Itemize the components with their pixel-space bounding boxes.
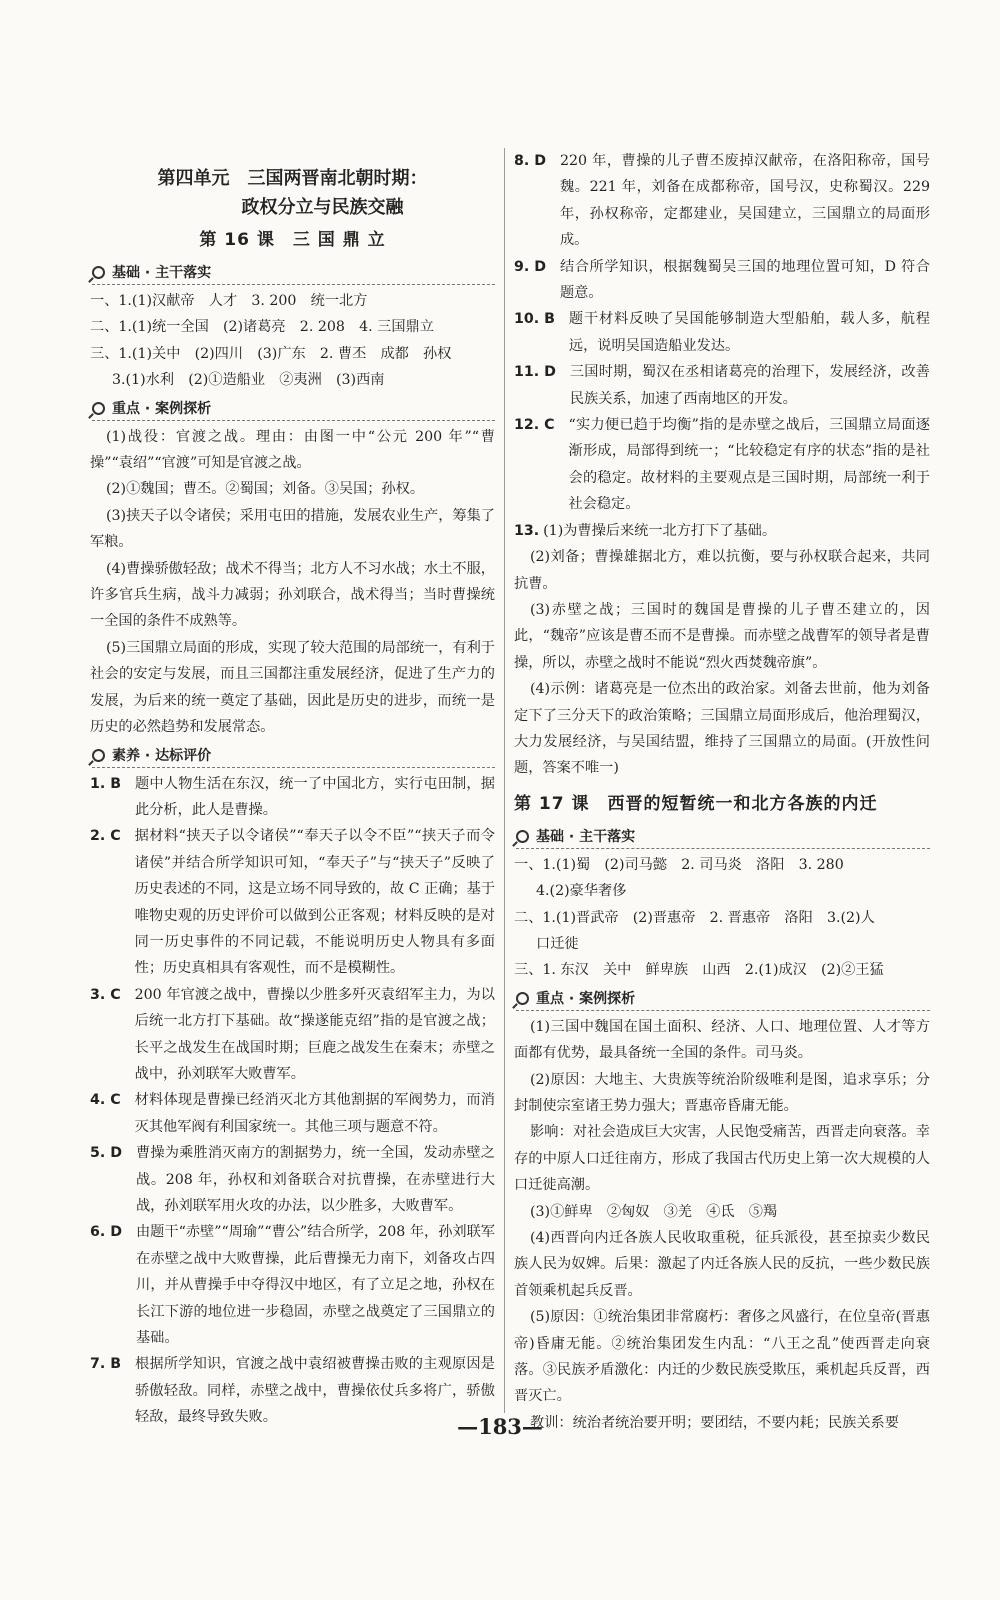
answer-number: 7. B — [90, 1356, 122, 1373]
magnifier-icon — [92, 749, 105, 762]
right-column — [514, 148, 930, 1436]
answer-number: 10. B — [514, 311, 555, 328]
answer-item — [90, 982, 495, 1088]
paragraph: (4)示例：诸葛亮是一位杰出的政治家。刘备去世前，他为刘备定下了三分天下的政治策略；三国鼎立局面形成后，他治理蜀汉，大力发展经济，与吴国结盟，维持了三国鼎立的局面。(开放性问题，答案不唯一) — [514, 681, 930, 777]
answer-text: 由题干“赤壁”“周瑜”“曹公”结合所学，208 年，孙刘联军在赤壁之战中大败曹操，此后曹操无力南下，刘备攻占四川，并从曹操手中夺得汉中地区，有了立足之地，孙权在长江下游的地位进一步稳固，赤壁之战奠定了三国鼎立的基础。 — [135, 1224, 495, 1347]
section-label: 素养 · 达标评价 — [112, 747, 212, 764]
text-line: 三、1. 东汉 关中 鲜卑族 山西 2.(1)成汉 (2)②王猛 — [514, 962, 884, 979]
unit-title-line2: 政权分立与民族交融 — [241, 197, 404, 218]
left-column — [90, 148, 495, 1431]
paragraph: 教训：统治者统治要开明；要团结，不要内耗；民族关系要 — [530, 1414, 899, 1431]
paragraph: (2)刘备；曹操雄据北方，难以抗衡，要与孙权联合起来，共同抗曹。 — [514, 549, 930, 592]
section-label: 基础 · 主干落实 — [112, 265, 212, 281]
answer-text: 曹操为乘胜消灭南方的割据势力，统一全国，发动赤壁之战。208 年，孙权和刘备联合对抗曹操，在赤壁进行大战，孙刘联军用火攻的办法，以少胜多，大败曹军。 — [135, 1145, 495, 1214]
unit-title — [90, 164, 495, 222]
answer-text: 根据所学知识，官渡之战中袁绍被曹操击败的主观原因是骄傲轻敌。同样，赤壁之战中，曹操依仗兵多将广，骄傲轻敌，最终导致失败。 — [135, 1356, 495, 1426]
answer-number: 8. D — [514, 153, 546, 169]
magnifier-icon — [92, 402, 105, 415]
answer-number: 1. B — [90, 775, 122, 792]
section-evaluation — [90, 743, 495, 769]
paragraph: (3)①鲜卑 ②匈奴 ③羌 ④氐 ⑤羯 — [530, 1203, 778, 1220]
paragraph: (5)原因：①统治集团非常腐朽：奢侈之风盛行，在位皇帝(晋惠帝)昏庸无能。②统治集团发生内乱：“八王之乱”使西晋走向衰落。③民族矛盾激化：内迁的少数民族受欺压，乘机起兵反晋，西晋灭亡。 — [514, 1309, 930, 1405]
paragraph: (1)战役：官渡之战。理由：由图一中“公元 200 年”“曹操”“袁绍”“官渡”可知是官渡之战。 — [90, 428, 495, 472]
answer-item — [90, 1140, 495, 1219]
answer-text: 结合所学知识，根据魏蜀吴三国的地理位置可知，D 符合题意。 — [559, 258, 930, 302]
answer-number: 9. D — [514, 258, 546, 275]
paragraph: (1)三国中魏国在国土面积、经济、人口、地理位置、人才等方面都有优势，最具备统一全国的条件。司马炎。 — [514, 1018, 930, 1062]
answer-text: 220 年，曹操的儿子曹丕废掉汉献帝，在洛阳称帝，国号魏。221 年，刘备在成都称帝，国号汉，史称蜀汉。229 年，孙权称帝，定都建业，吴国建立，三国鼎立的局面形成。 — [559, 153, 930, 249]
answer-number: 13. — [514, 522, 540, 539]
answer-item — [90, 823, 495, 981]
text-line: 口迁徙 — [536, 935, 579, 952]
answer-item — [514, 359, 930, 412]
answer-item — [514, 254, 930, 307]
paragraph: (5)三国鼎立局面的形成，实现了较大范围的局部统一，有利于社会的安定与发展，而且三国都注重发展经济，促进了生产力的发展，为后来的统一奠定了基础，因此是历史的进步，而统一是历史的必然趋势和发展常态。 — [90, 639, 495, 736]
text-line: 3.(1)水利 (2)①造船业 ②夷洲 (3)西南 — [112, 372, 385, 389]
paragraph: (4)西晋向内迁各族人民收取重税，征兵派役，甚至掠卖少数民族人民为奴婢。后果：激起了内迁各族人民的反抗，一些少数民族首领乘机起兵反晋。 — [514, 1230, 930, 1299]
magnifier-icon — [92, 266, 105, 279]
answer-number: 2. C — [90, 828, 121, 845]
answer-number: 5. D — [90, 1145, 122, 1162]
paragraph: 影响：对社会造成巨大灾害，人民饱受痛苦，西晋走向衰落。幸存的中原人口迁往南方，形成了我国古代历史上第一次大规模的人口迁徙高潮。 — [514, 1124, 930, 1194]
paragraph: (2)原因：大地主、大贵族等统治阶级唯利是图，追求享乐；分封制使宗室诸王势力强大；晋惠帝昏庸无能。 — [514, 1071, 930, 1114]
answer-number: 12. C — [514, 417, 555, 434]
answer-number: 6. D — [90, 1224, 122, 1241]
paragraph: (4)曹操骄傲轻敌；战术不得当；北方人不习水战；水土不服，许多官兵生病，战斗力减弱；孙刘联合，战术得当；当时曹操统一全国的条件不成熟等。 — [90, 560, 495, 630]
magnifier-icon — [516, 992, 529, 1005]
answer-text: 题中人物生活在东汉，统一了中国北方，实行屯田制，据此分析，此人是曹操。 — [135, 775, 495, 818]
answer-text: 题干材料反映了吴国能够制造大型船舶，载人多，航程远，说明吴国造船业发达。 — [568, 311, 930, 354]
text-line: 4.(2)豪华奢侈 — [536, 883, 627, 900]
answer-item — [90, 1219, 495, 1351]
answer-text: 据材料“挟天子以令诸侯”“奉天子以令不臣”“挟天子而令诸侯”并结合所学知识可知，“奉天子”与“挟天子”反映了历史表述的不同，这是立场不同导致的，故 C 正确；基于唯物史观的历史评价可以做到公正客观；材料反映的是对同一历史事件的不同记载，不能说明历史人物具有多面性；历史真相具有客观性，而不是模糊性。 — [134, 828, 496, 977]
lesson-16-title: 第 16 课 三 国 鼎 立 — [199, 230, 386, 250]
answer-number: 11. D — [514, 364, 556, 381]
unit-title-line1: 第四单元 三国两晋南北朝时期： — [157, 168, 428, 189]
text-line: 一、1.(1)蜀 (2)司马懿 2. 司马炎 洛阳 3. 280 — [514, 856, 844, 873]
answer-text: (1)为曹操后来统一北方打下了基础。 — [543, 522, 777, 539]
answer-item — [90, 771, 495, 824]
answer-text: 三国时期，蜀汉在丞相诸葛亮的治理下，发展经济，改善民族关系，加速了西南地区的开发。 — [569, 364, 930, 407]
section-label: 重点 · 案例探析 — [112, 400, 212, 417]
column-divider — [504, 148, 505, 1413]
magnifier-icon — [516, 830, 529, 843]
text-line: 三、1.(1)关中 (2)四川 (3)广东 2. 曹丕 成都 孙权 — [90, 345, 452, 362]
answer-item — [514, 306, 930, 359]
section-case — [90, 396, 495, 422]
answer-text: 200 年官渡之战中，曹操以少胜多歼灭袁绍军主力，为以后统一北方打下基础。故“操遂能克绍”指的是官渡之战；长平之战发生在战国时期；巨鹿之战发生在秦末；赤壁之战中，孙刘联军大败曹军。 — [134, 986, 495, 1082]
answer-number: 4. C — [90, 1092, 121, 1109]
answer-item — [514, 148, 930, 254]
page-number: —183— — [457, 1414, 543, 1439]
answer-text: “实力便已趋于均衡”指的是赤壁之战后，三国鼎立局面逐渐形成，局部得到统一；“比较稳定有序的状态”指的是社会的稳定。故材料的主要观点是三国时期，局部统一利于社会稳定。 — [568, 417, 930, 513]
paragraph: (2)①魏国；曹丕。②蜀国；刘备。③吴国；孙权。 — [106, 481, 425, 498]
lesson-17-title: 第 17 课 西晋的短暂统一和北方各族的内迁 — [514, 793, 878, 814]
section-basics — [90, 260, 495, 286]
section-case-17 — [514, 986, 930, 1012]
text-line: 二、1.(1)晋武帝 (2)晋惠帝 2. 晋惠帝 洛阳 3.(2)人 — [514, 909, 875, 926]
section-label: 重点 · 案例探析 — [536, 990, 636, 1007]
answer-item-13 — [514, 518, 930, 544]
paragraph: (3)赤壁之战；三国时的魏国是曹操的儿子曹丕建立的，因此，“魏帝”应该是曹丕而不是曹操。而赤壁之战曹军的领导者是曹操，所以，赤壁之战时不能说“烈火西焚魏帝旗”。 — [514, 601, 930, 671]
answer-text: 材料体现是曹操已经消灭北方其他割据的军阀势力，而消灭其他军阀有利国家统一。其他三项与题意不符。 — [134, 1092, 495, 1135]
answer-item — [514, 412, 930, 518]
section-basics-17 — [514, 824, 930, 850]
answer-item — [90, 1087, 495, 1140]
text-line: 二、1.(1)统一全国 (2)诸葛亮 2. 208 4. 三国鼎立 — [90, 319, 434, 336]
section-label: 基础 · 主干落实 — [536, 828, 636, 845]
text-line: 一、1.(1)汉献帝 人才 3. 200 统一北方 — [90, 293, 368, 309]
paragraph: (3)挟天子以令诸侯；采用屯田的措施，发展农业生产，筹集了军粮。 — [90, 507, 495, 551]
answer-number: 3. C — [90, 986, 121, 1003]
